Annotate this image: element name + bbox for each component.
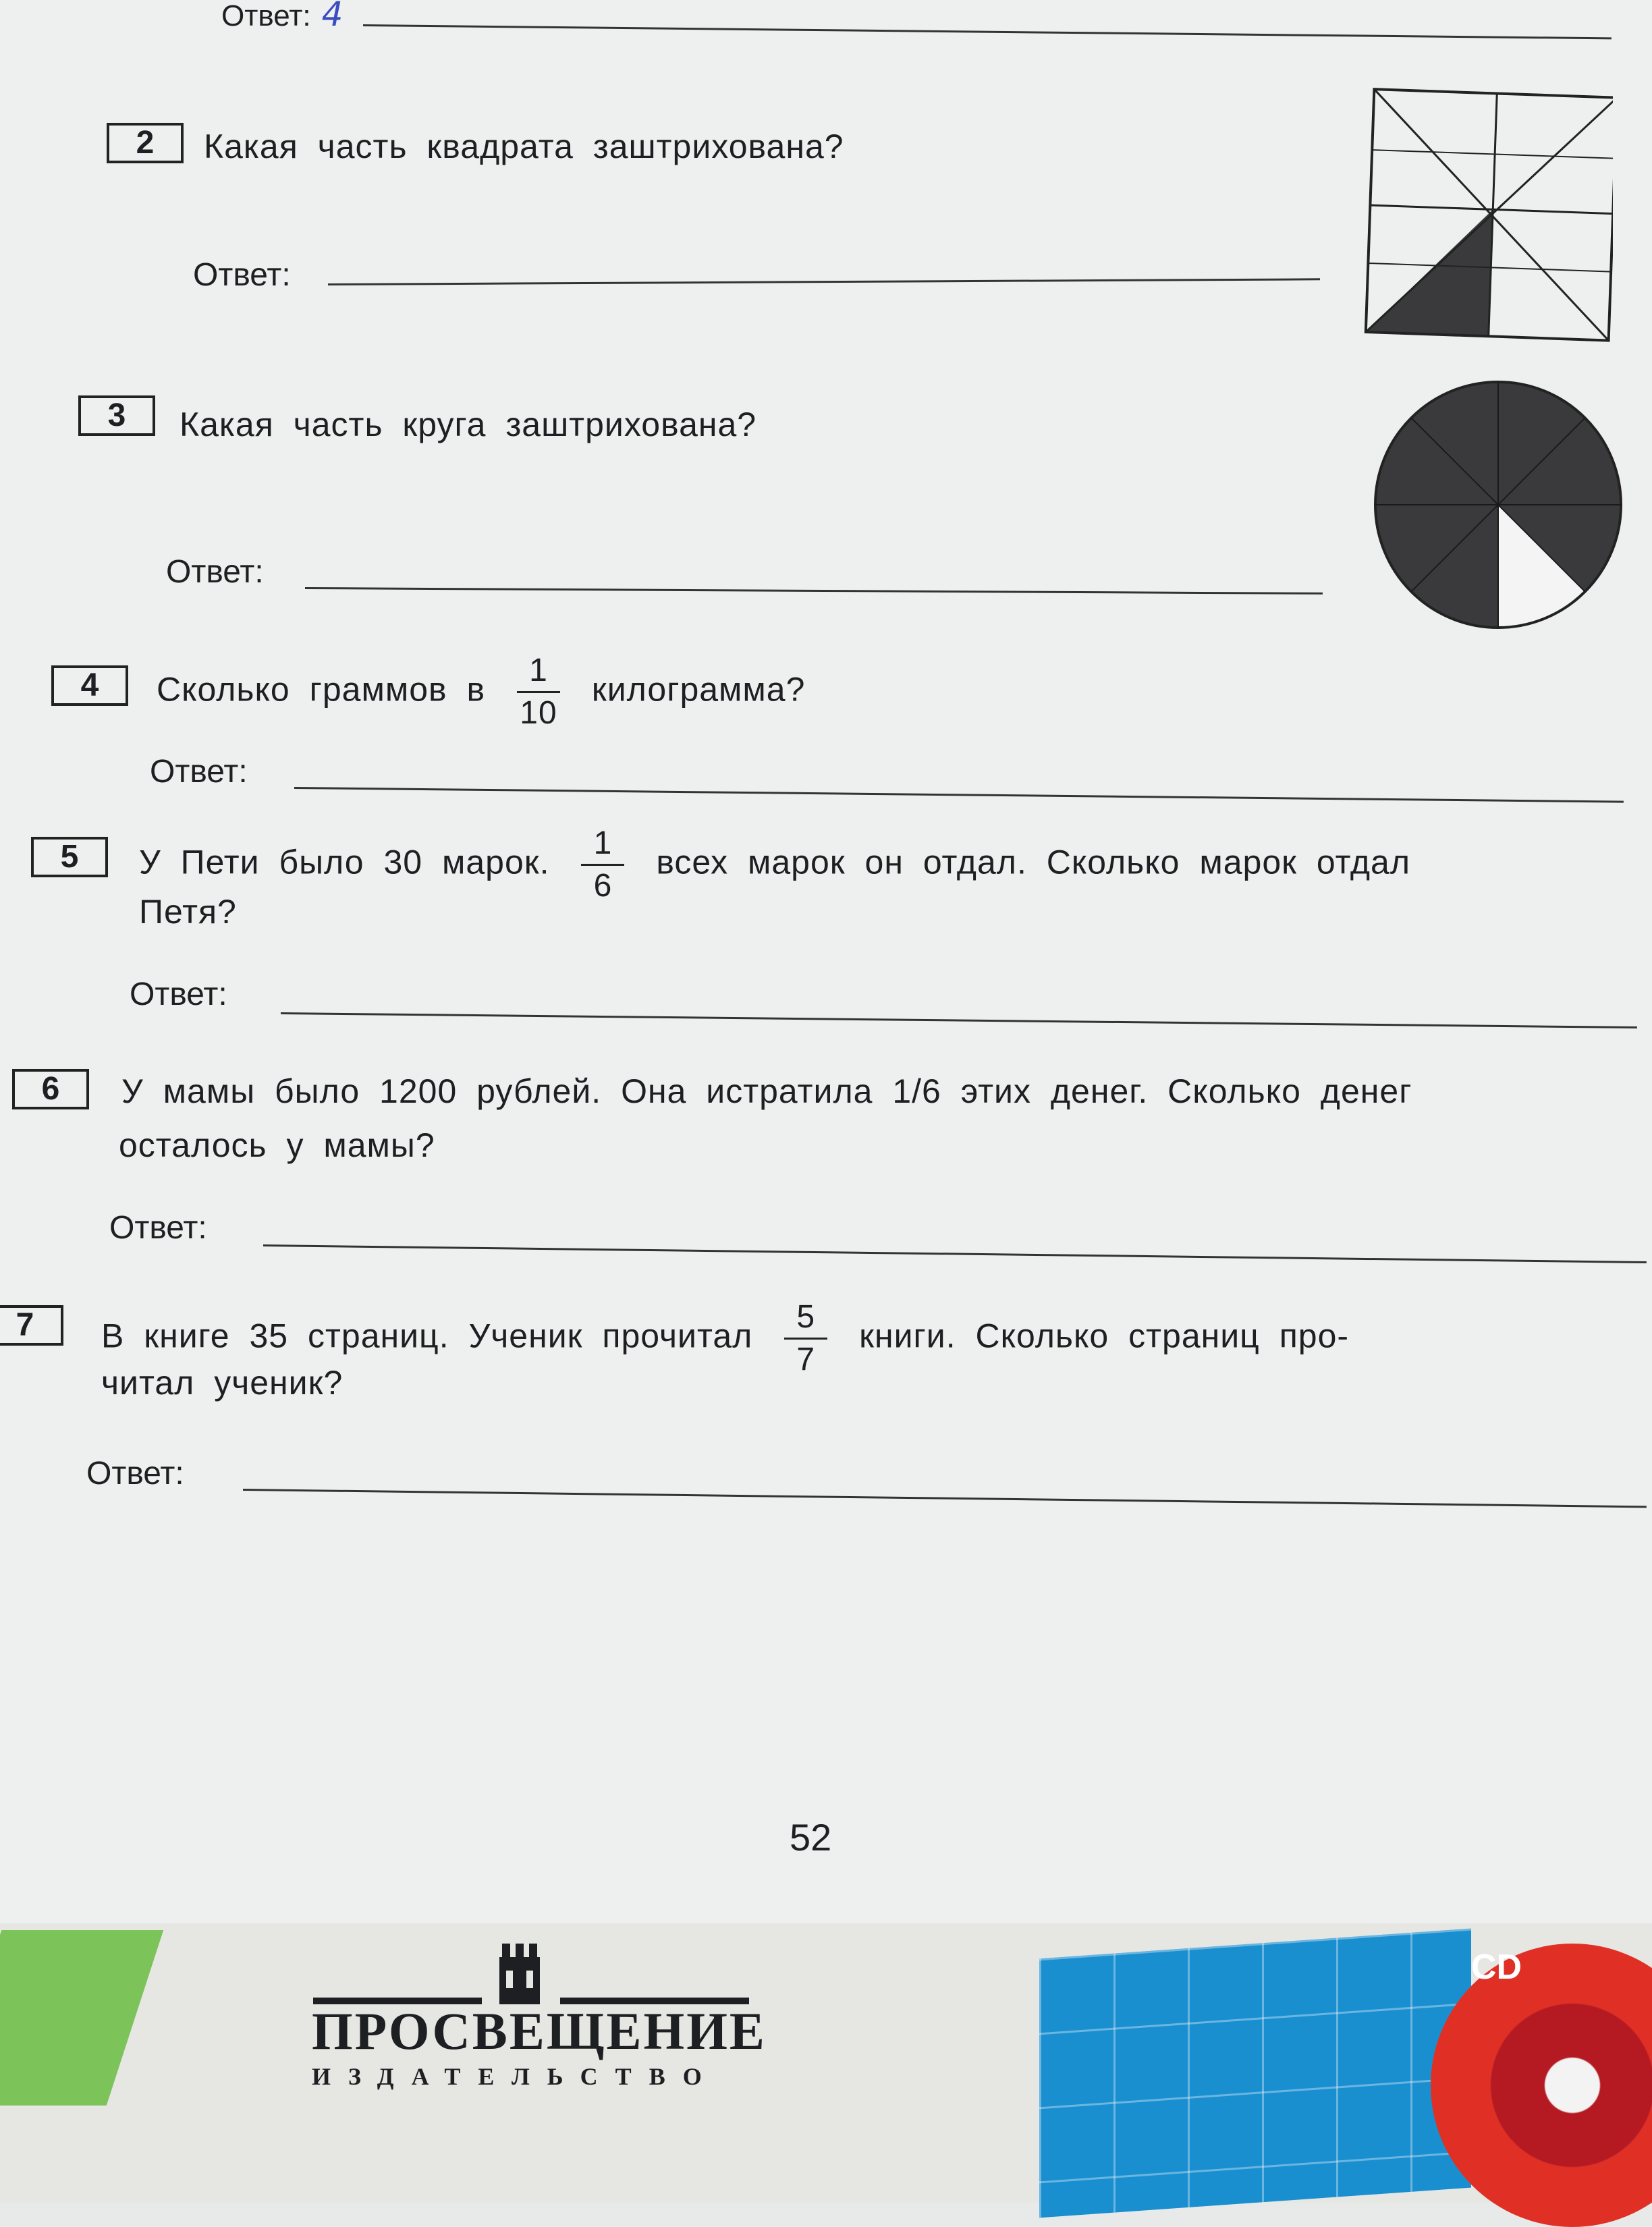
answer-label: Ответ: (130, 977, 227, 1012)
fraction (784, 1301, 827, 1376)
task-number: 5 (31, 837, 108, 877)
question-part: Сколько граммов в (157, 670, 486, 709)
publisher-name: ПРОСВЕЩЕНИЕ (312, 2002, 767, 2060)
cover-blue-tiles (1039, 1929, 1471, 2218)
cd-label: CD (1471, 1948, 1522, 1987)
question-text (157, 655, 805, 730)
handwritten-answer: 4 (321, 0, 343, 34)
answer-line[interactable] (294, 787, 1624, 803)
answer-label: Ответ: (150, 754, 248, 790)
fraction (581, 827, 624, 902)
task-number: 2 (107, 123, 184, 163)
page-number: 52 (790, 1816, 832, 1859)
fraction-denominator: 10 (520, 695, 557, 731)
fraction-denominator: 6 (593, 868, 613, 904)
fraction-numerator: 5 (796, 1299, 816, 1335)
answer-line[interactable] (281, 1012, 1637, 1028)
question-part: У Пети было 30 марок. (139, 843, 550, 881)
answer-label: Ответ: (86, 1456, 184, 1491)
question-text: Какая часть круга заштрихована? (180, 406, 757, 443)
square-figure (1356, 86, 1613, 343)
question-text: Какая часть квадрата заштрихована? (204, 128, 844, 165)
answer-label: Ответ: (193, 257, 291, 293)
question-line2: осталось у мамы? (119, 1126, 435, 1164)
question-part: килограмма? (591, 670, 806, 709)
question-line2: Петя? (139, 893, 237, 931)
task-number: 7 (0, 1305, 63, 1346)
question-part: всех марок он отдал. Сколько марок отдал (656, 843, 1411, 881)
answer-line[interactable] (305, 587, 1323, 595)
shaded-triangle (1366, 205, 1493, 336)
task-number: 4 (51, 665, 128, 706)
question-part: В книге 35 страниц. Ученик прочитал (101, 1317, 753, 1355)
question-part: книги. Сколько страниц про- (859, 1317, 1350, 1355)
publisher-logo-icon (499, 1944, 540, 2004)
question-line2: читал ученик? (101, 1364, 343, 1402)
fraction (517, 655, 560, 730)
fraction-denominator: 7 (796, 1342, 816, 1377)
fraction-numerator: 1 (593, 825, 613, 861)
answer-line[interactable] (263, 1244, 1647, 1263)
publisher-subtitle: ИЗДАТЕЛЬСТВО (312, 2063, 719, 2090)
task-number: 6 (12, 1069, 89, 1109)
question-text (139, 827, 1410, 902)
answer-label: Ответ: (109, 1210, 207, 1246)
answer-label: Ответ: (166, 554, 264, 590)
answer-line[interactable] (328, 278, 1320, 285)
fraction-numerator: 1 (529, 653, 548, 688)
answer-line[interactable] (243, 1489, 1647, 1508)
circle-figure (1370, 377, 1626, 633)
previous-answer (221, 0, 343, 34)
answer-label: Ответ: (221, 0, 311, 32)
task-number: 3 (78, 395, 155, 436)
question-text: У мамы было 1200 рублей. Она истратила 1/6 этих денег. Сколько денег (121, 1072, 1412, 1110)
answer-line (363, 24, 1612, 39)
